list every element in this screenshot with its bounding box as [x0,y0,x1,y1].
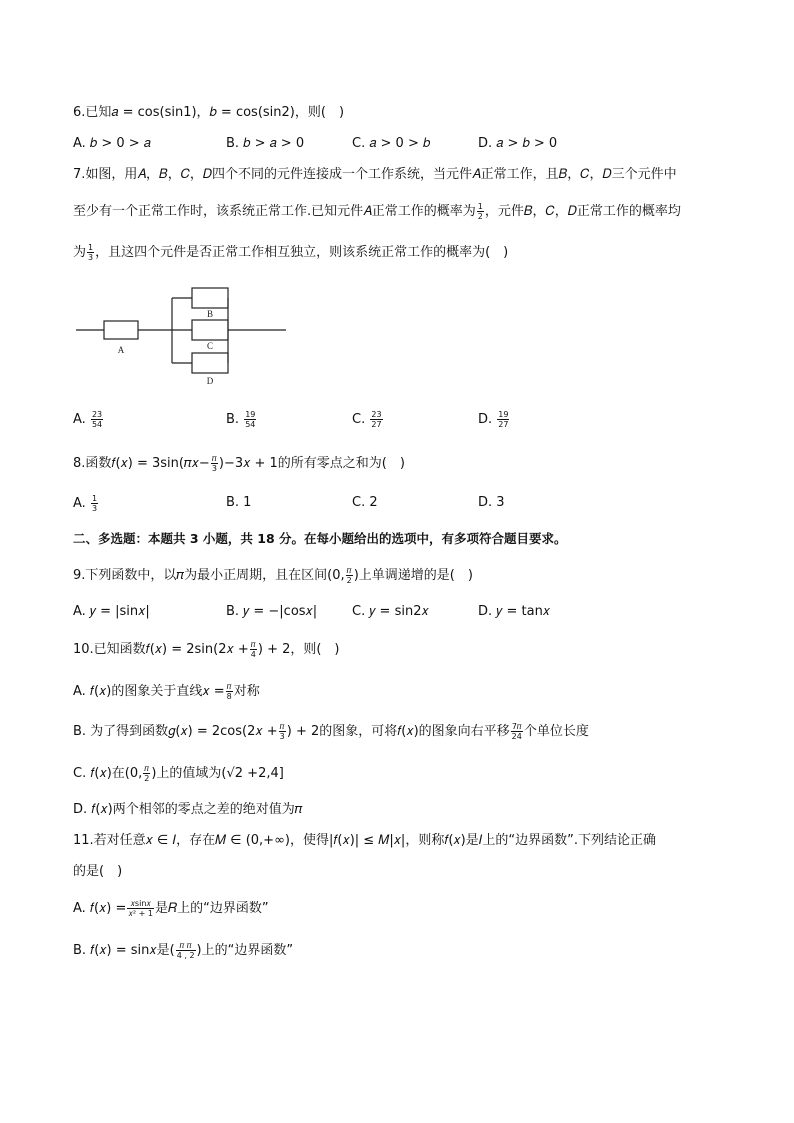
label-a: A [117,345,125,355]
q8-option-d: D. 3 [478,495,505,510]
q10-option-b-fraction-2 [511,722,523,741]
q7-option-a-den: 54 [91,420,103,429]
circuit-diagram [76,283,290,391]
q7-line3-text-a: 为 [73,245,87,260]
q10-option-c-den: 2 [144,774,150,783]
label-d: D [206,376,214,386]
q9-option-b: B. 𝑦 = −|cos𝑥| [226,604,318,619]
label-c: C [206,341,214,351]
q9-fraction [346,566,353,585]
q8-option-a-letter: A. [73,496,86,511]
q10-option-b-den-2: 24 [511,732,522,741]
q7-option-a-letter: A. [73,412,86,427]
q8-option-b: B. 1 [226,495,252,510]
q10-option-a-fraction [226,682,233,701]
q7-option-d [478,410,510,429]
q7-option-b-fraction [244,410,256,429]
q8-option-a [73,494,99,513]
q7-fraction-b-den: 3 [88,253,94,262]
q8-stem [73,454,405,473]
q10-option-b [73,722,589,741]
label-b: B [206,309,214,319]
q7-option-b-den: 54 [245,420,256,429]
q11-option-a-text-b: 是𝑅上的“边界函数” [154,901,269,916]
q7-line3-text-b: ，且这四个元件是否正常工作相互独立，则该系统正常工作的概率为( ) [95,245,509,260]
q11-line1: 11.若对任意𝑥 ∈ 𝐼，存在𝑀 ∈ (0,+∞)，使得|𝑓(𝑥)| ≤ 𝑀|𝑥|，则称𝑓(𝑥)是𝐼上的“边界函数”.下列结论正确 [73,833,656,848]
q9-fraction-num: 𝜋 [346,566,352,575]
q8-option-a-fraction [91,494,98,513]
section-2-header: 二、多选题：本题共 3 小题，共 18 分。在每小题给出的选项中，有多项符合题目要求。 [73,531,567,546]
q10-option-b-num-2: 7𝜋 [511,722,522,731]
q8-stem-b: )−3𝑥 + 1的所有零点之和为( ) [218,456,405,471]
q11-option-b-num: 𝜋 𝜋 [176,941,196,951]
q10-option-a-num: 𝜋 [226,682,232,691]
component-d [192,353,228,373]
q11-option-a [73,899,269,918]
q9-option-d: D. 𝑦 = tan𝑥 [478,604,551,619]
q7-fraction-a-num: 1 [477,202,483,211]
q6-stem: 6.已知𝑎 = cos(sin1)，𝑏 = cos(sin2)，则( ) [73,105,345,120]
component-a [104,321,138,339]
q7-option-c-letter: C. [352,412,366,427]
q7-option-d-letter: D. [478,412,493,427]
q10-option-a [73,682,260,701]
q6-option-a: A. 𝑏 > 0 > 𝑎 [73,136,151,151]
q8-option-a-num: 1 [91,494,98,503]
q10-fraction-num: 𝜋 [250,640,256,649]
q7-option-b [226,410,257,429]
q7-option-d-fraction [497,410,509,429]
q8-fraction-den: 3 [211,464,217,473]
q10-option-a-text-a: A. 𝑓(𝑥)的图象关于直线𝑥 = [73,684,225,699]
q7-fraction-b [87,243,94,262]
q8-fraction [211,454,218,473]
q11-option-a-num: 𝑥sin𝑥 [127,899,154,909]
q10-fraction [250,640,257,659]
q6-option-c: C. 𝑎 > 0 > 𝑏 [352,136,431,151]
q11-option-b-text-b: )上的“边界函数” [196,943,294,958]
q10-option-b-num-1: 𝜋 [279,722,285,731]
component-c [192,320,228,340]
q9-stem-a: 9.下列函数中，以𝜋为最小正周期，且在区间(0, [73,568,345,583]
q10-option-c-fraction [143,764,150,783]
q7-option-b-letter: B. [226,412,240,427]
q9-option-a: A. 𝑦 = |sin𝑥| [73,604,150,619]
q11-option-b-fraction [176,941,196,960]
q11-option-a-text-a: A. 𝑓(𝑥) = [73,901,127,916]
q6-option-d: D. 𝑎 > 𝑏 > 0 [478,136,558,151]
q7-option-d-den: 27 [498,420,509,429]
q10-option-b-fraction-1 [279,722,286,741]
q11-option-b [73,941,293,960]
q8-fraction-num: 𝜋 [211,454,217,463]
component-b [192,288,228,308]
q7-fraction-a [477,202,484,221]
q7-option-b-num: 19 [245,410,256,419]
q7-line2-text-b: ，元件𝐵，𝐶，𝐷正常工作的概率均 [484,204,681,219]
q10-option-a-den: 8 [226,692,232,701]
q10-option-b-text-b: ) + 2的图象，可将𝑓(𝑥)的图象向右平移 [286,724,510,739]
q9-stem-b: )上单调递增的是( ) [353,568,473,583]
q10-stem-b: ) + 2，则( ) [257,642,340,657]
q10-option-b-den-1: 3 [279,732,285,741]
q6-option-b: B. 𝑏 > 𝑎 > 0 [226,136,305,151]
q11-option-a-fraction [127,899,154,918]
q7-line3 [73,243,508,262]
q7-option-a-fraction [91,410,103,429]
q8-option-a-den: 3 [91,504,98,513]
q10-option-c [73,764,284,783]
q10-option-a-text-b: 对称 [233,684,260,699]
q9-stem [73,566,473,585]
q10-stem [73,640,340,659]
q7-option-a [73,410,104,429]
q10-option-c-text-b: )上的值域为(√2 +2,4] [151,766,284,781]
q9-fraction-den: 2 [346,576,352,585]
q11-line2: 的是( ) [73,864,123,879]
q7-fraction-a-den: 2 [477,212,483,221]
q10-option-b-text-a: B. 为了得到函数𝑔(𝑥) = 2cos(2𝑥 + [73,724,278,739]
q11-option-b-den: 4 , 2 [176,951,195,960]
q8-option-c: C. 2 [352,495,378,510]
q10-option-c-num: 𝜋 [144,764,150,773]
q7-line1: 7.如图，用𝐴，𝐵，𝐶，𝐷四个不同的元件连接成一个工作系统，当元件𝐴正常工作，且𝐵，𝐶，𝐷三个元件中 [73,167,677,182]
q7-option-c [352,410,384,429]
q11-option-a-den: 𝑥² + 1 [128,909,153,918]
q7-option-d-num: 19 [498,410,509,419]
q7-option-c-den: 27 [371,420,382,429]
q7-option-a-num: 23 [91,410,103,419]
q11-option-b-text-a: B. 𝑓(𝑥) = sin𝑥是( [73,943,175,958]
q10-fraction-den: 4 [250,650,256,659]
q10-option-c-text-a: C. 𝑓(𝑥)在(0, [73,766,143,781]
q10-option-d: D. 𝑓(𝑥)两个相邻的零点之差的绝对值为𝜋 [73,802,303,817]
q10-option-b-text-c: 个单位长度 [523,724,589,739]
q9-option-c: C. 𝑦 = sin2𝑥 [352,604,429,619]
q7-fraction-b-num: 1 [88,243,94,252]
q10-stem-a: 10.已知函数𝑓(𝑥) = 2sin(2𝑥 + [73,642,249,657]
q7-line2-text-a: 至少有一个正常工作时，该系统正常工作.已知元件𝐴正常工作的概率为 [73,204,476,219]
q7-line2 [73,202,681,221]
q8-stem-a: 8.函数𝑓(𝑥) = 3sin(𝜋𝑥− [73,456,210,471]
q7-option-c-num: 23 [371,410,382,419]
q7-option-c-fraction [370,410,382,429]
